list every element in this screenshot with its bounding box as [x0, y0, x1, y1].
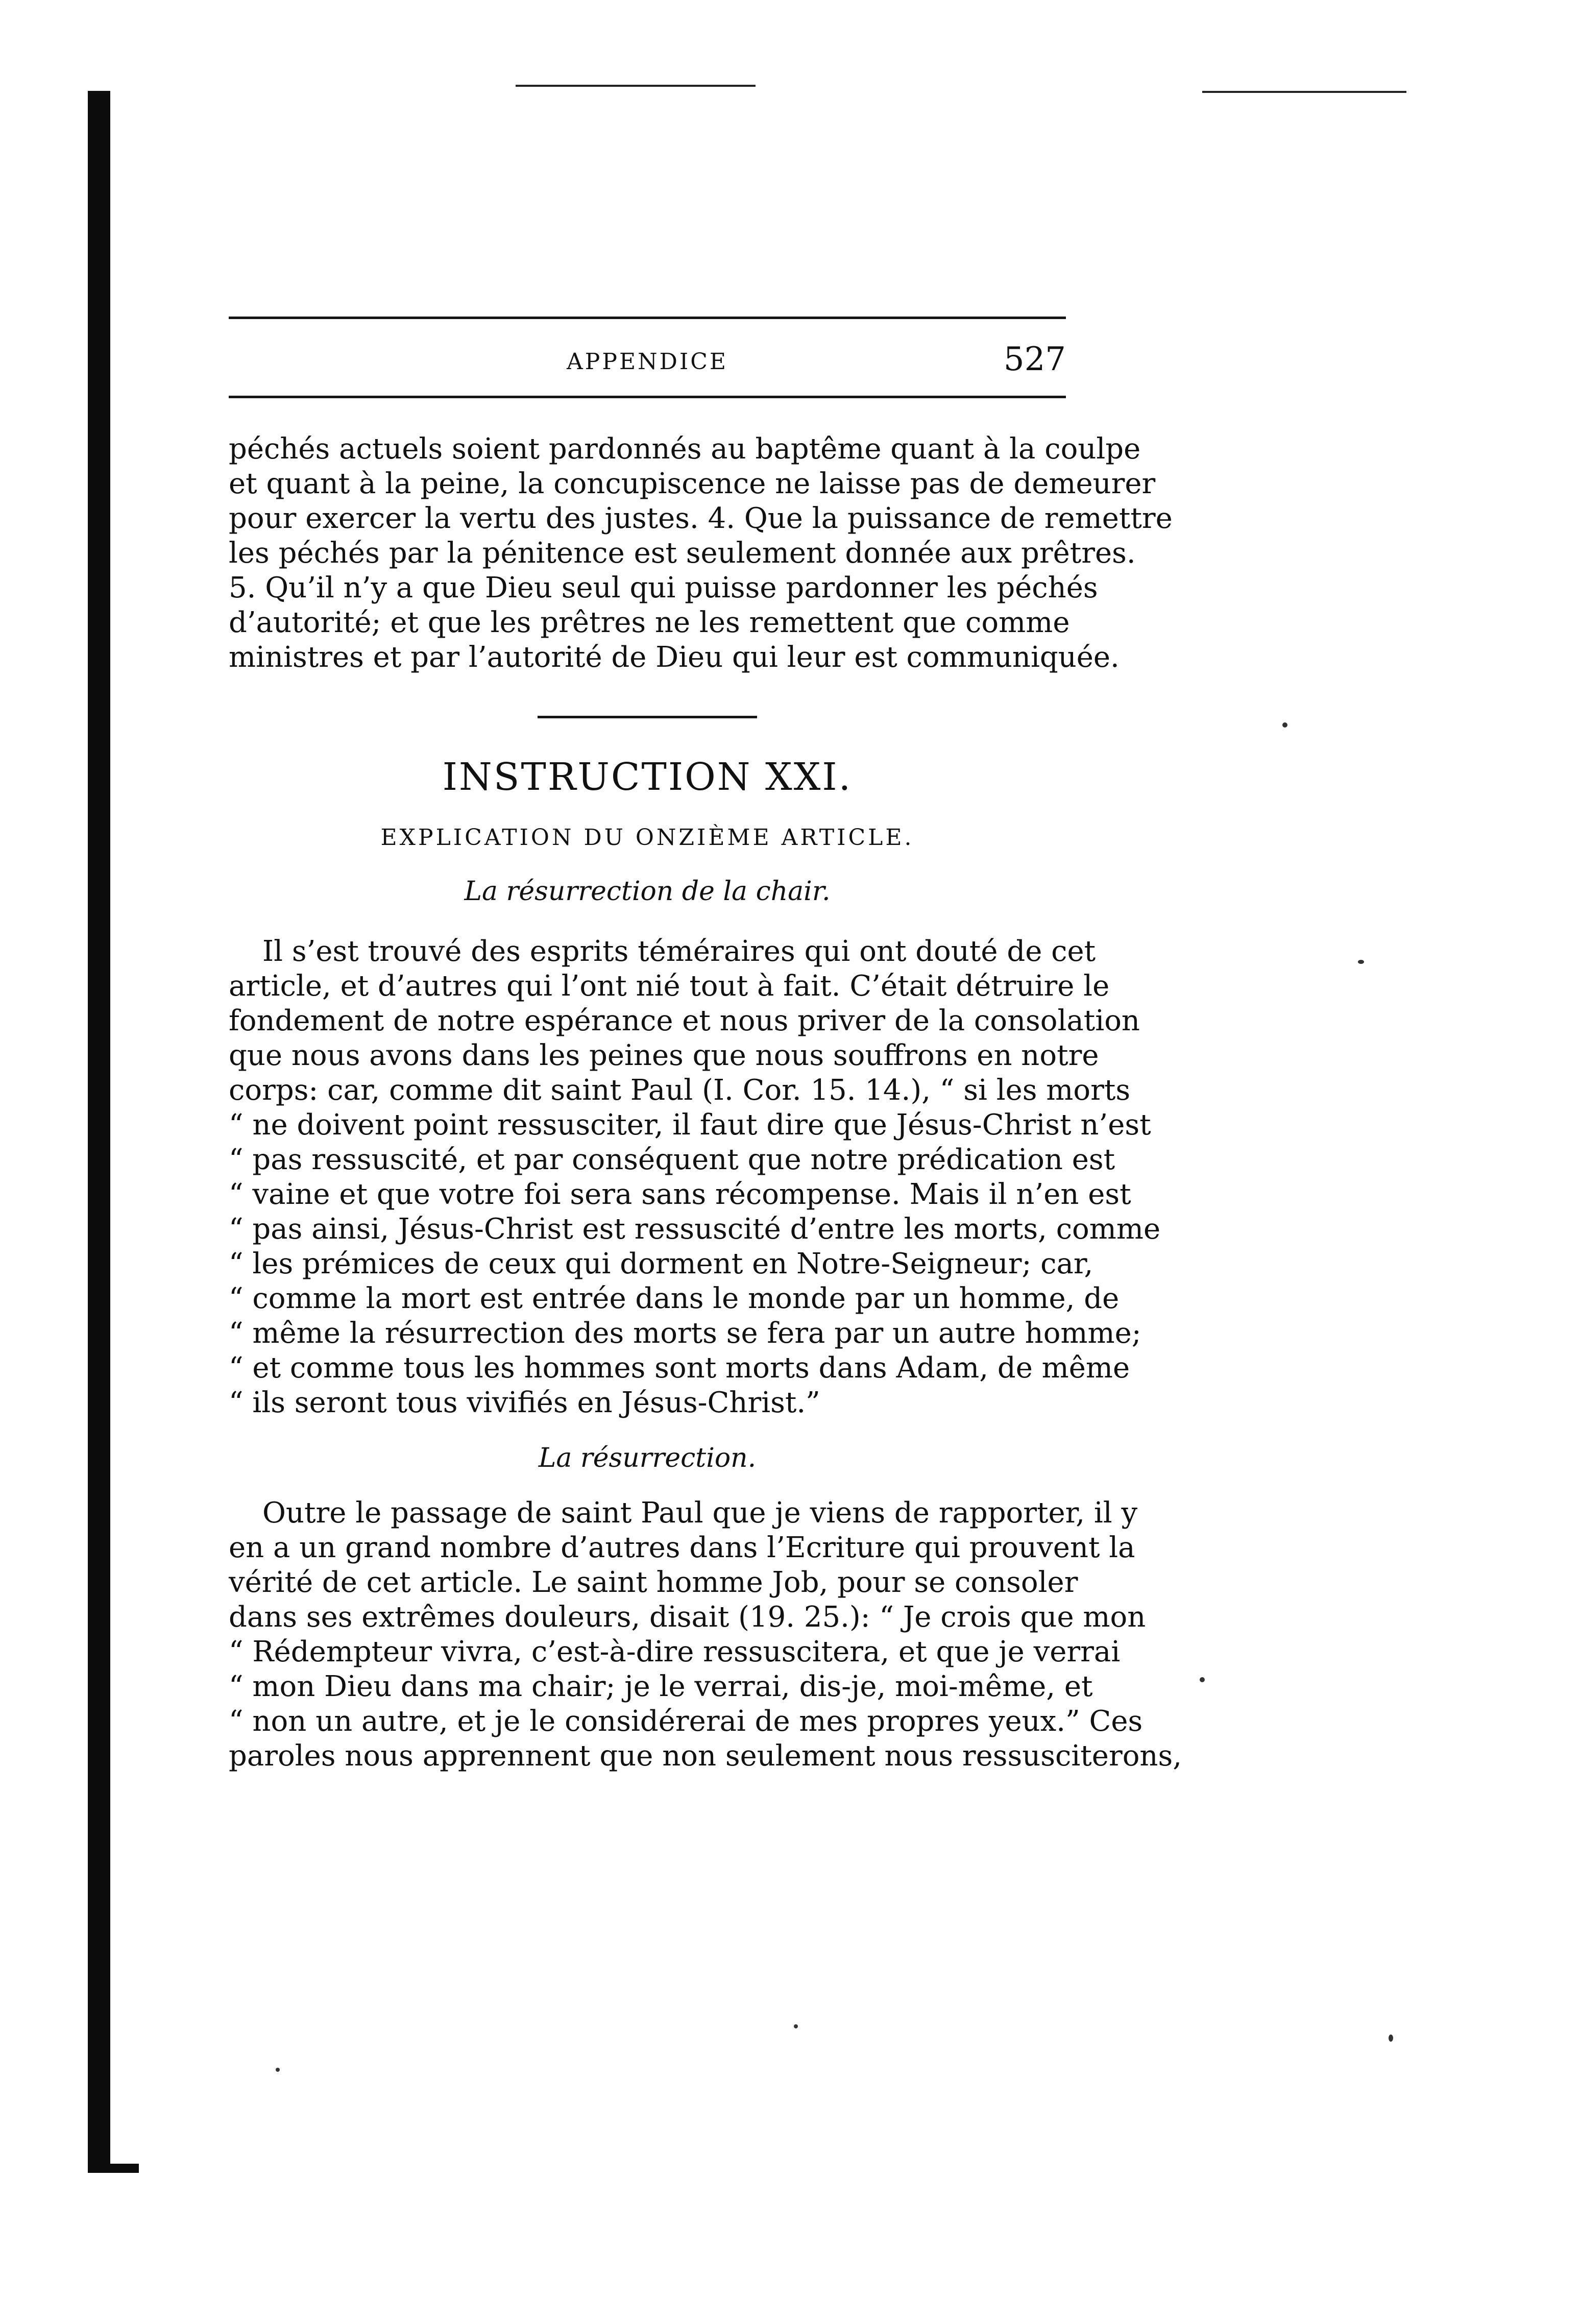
text-line: corps: car, comme dit saint Paul (I. Cor. 15. 14.), “ si les morts — [229, 1074, 1131, 1107]
book-binding-edge — [88, 91, 110, 2171]
text-line: 5. Qu’il n’y a que Dieu seul qui puisse pardonner les péchés — [229, 571, 1098, 604]
text-line: “ non un autre, et je le considérerai de mes propres yeux.” Ces — [229, 1705, 1143, 1738]
text-line: “ pas ainsi, Jésus-Christ est ressuscité d’entre les morts, comme — [229, 1213, 1161, 1246]
section-subtitle: EXPLICATION DU ONZIÈME ARTICLE. — [380, 825, 914, 851]
text-line: “ même la résurrection des morts se fera par un autre homme; — [229, 1317, 1141, 1350]
top-scan-line-right — [1202, 91, 1406, 93]
text-line: pour exercer la vertu des justes. 4. Que la puissance de remettre — [229, 502, 1173, 535]
text-line: “ vaine et que votre foi sera sans récompense. Mais il n’en est — [229, 1178, 1131, 1211]
book-binding-foot — [88, 2164, 139, 2173]
text-line: paroles nous apprennent que non seulement nous ressusciterons, — [229, 1739, 1182, 1773]
text-line: vérité de cet article. Le saint homme Job, pour se consoler — [229, 1566, 1078, 1599]
scan-speck — [276, 2068, 280, 2072]
scan-speck — [1358, 960, 1364, 964]
running-header — [229, 319, 1066, 396]
text-line: et quant à la peine, la concupiscence ne laisse pas de demeurer — [229, 467, 1156, 500]
text-line: “ les prémices de ceux qui dorment en Notre-Seigneur; car, — [229, 1247, 1093, 1280]
page-number: 527 — [1003, 341, 1066, 378]
scan-speck — [1389, 2035, 1393, 2042]
paragraph — [229, 1496, 1182, 1774]
text-line: fondement de notre espérance et nous priver de la consolation — [229, 1004, 1140, 1037]
section-separator — [538, 716, 757, 718]
text-line: ministres et par l’autorité de Dieu qui leur est communiquée. — [229, 641, 1120, 674]
scan-speck — [1200, 1677, 1205, 1682]
text-line: “ et comme tous les hommes sont morts dans Adam, de même — [229, 1351, 1130, 1385]
text-line: en a un grand nombre d’autres dans l’Ecriture qui prouvent la — [229, 1531, 1135, 1564]
text-line: péchés actuels soient pardonnés au baptême quant à la coulpe — [229, 432, 1141, 466]
page-content — [229, 317, 1182, 1774]
text-line: d’autorité; et que les prêtres ne les remettent que comme — [229, 606, 1070, 639]
header-rule-bottom — [229, 396, 1066, 398]
text-line: Il s’est trouvé des esprits téméraires qui ont douté de cet — [262, 935, 1096, 968]
text-line: “ pas ressuscité, et par conséquent que notre prédication est — [229, 1143, 1115, 1176]
paragraph — [229, 934, 1161, 1420]
text-line: Outre le passage de saint Paul que je viens de rapporter, il y — [262, 1496, 1138, 1530]
text-line: dans ses extrêmes douleurs, disait (19. 25.): “ Je crois que mon — [229, 1601, 1146, 1634]
text-line: article, et d’autres qui l’ont nié tout à fait. C’était détruire le — [229, 970, 1110, 1003]
subsection-heading: La résurrection de la chair. — [464, 876, 831, 907]
scan-speck — [1282, 722, 1287, 728]
top-scan-line-left — [516, 85, 756, 87]
subsection-heading: La résurrection. — [538, 1443, 757, 1473]
text-line: “ comme la mort est entrée dans le monde par un homme, de — [229, 1282, 1120, 1315]
section-title: INSTRUCTION XXI. — [442, 755, 853, 799]
scan-speck — [794, 2024, 798, 2028]
running-title: APPENDICE — [566, 349, 728, 375]
text-line: que nous avons dans les peines que nous souffrons en notre — [229, 1039, 1099, 1072]
text-line: les péchés par la pénitence est seulement donnée aux prêtres. — [229, 537, 1136, 570]
text-line: “ Rédempteur vivra, c’est-à-dire ressuscitera, et que je verrai — [229, 1635, 1121, 1668]
text-line: “ mon Dieu dans ma chair; je le verrai, dis-je, moi-même, et — [229, 1670, 1093, 1703]
text-line: “ ne doivent point ressusciter, il faut dire que Jésus-Christ n’est — [229, 1108, 1151, 1142]
intro-paragraph — [229, 432, 1173, 675]
text-line: “ ils seront tous vivifiés en Jésus-Christ.” — [229, 1386, 820, 1419]
